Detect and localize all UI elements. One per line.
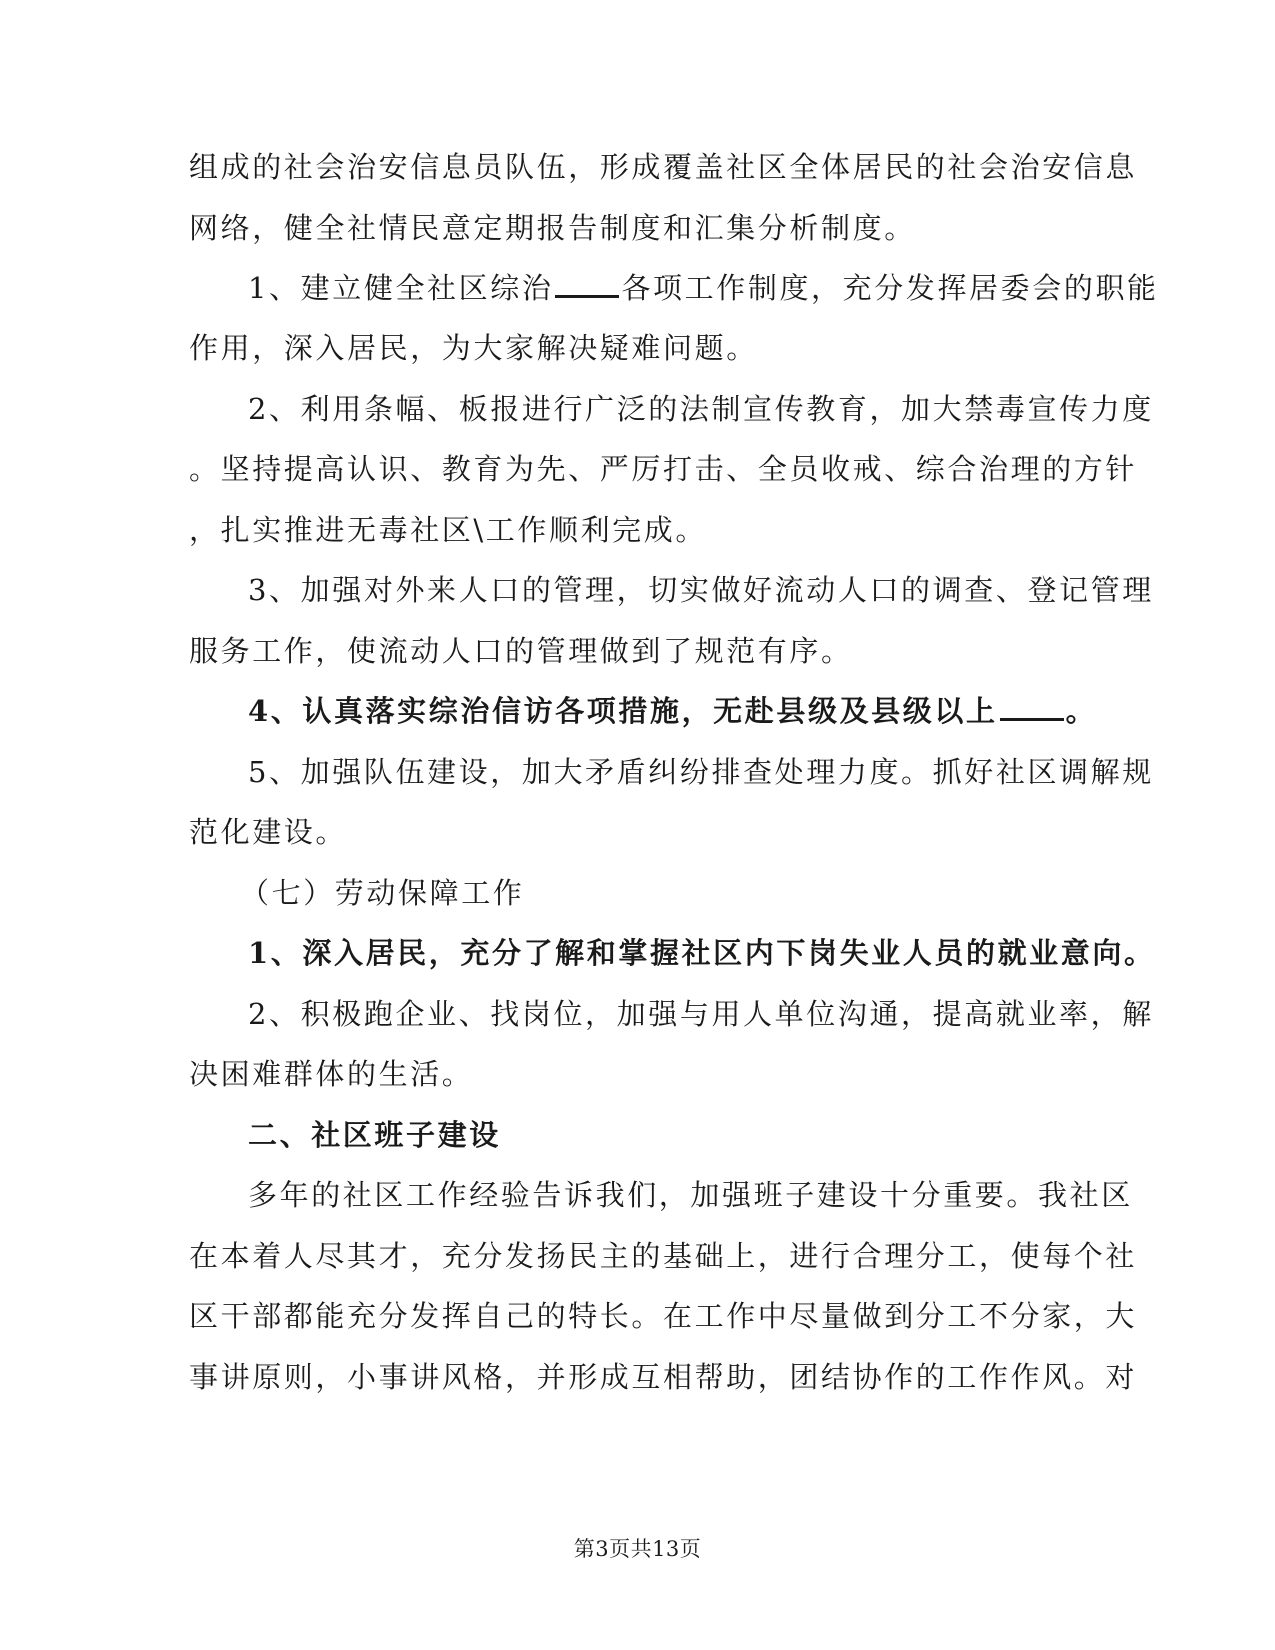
section-heading: 二、社区班子建设 [248,1118,501,1152]
list-item-3: 3、加强对外来人口的管理，切实做好流动人口的调查、登记管理 [248,573,1154,607]
paragraph-line: 决困难群体的生活。 [189,1057,474,1091]
paragraph-line: 事讲原则，小事讲风格，并形成互相帮助，团结协作的工作作风。对 [189,1360,1138,1394]
list-item-2: 2、利用条幅、板报进行广泛的法制宣传教育，加大禁毒宣传力度 [248,392,1154,426]
list-item-text: 。 [1065,694,1098,728]
fill-in-blank [1000,696,1064,721]
paragraph-line: ，扎实推进无毒社区\工作顺利完成。 [189,513,707,547]
paragraph-line: 范化建设。 [189,815,348,849]
list-item-text: 各项工作制度，充分发挥居委会的职能 [621,271,1159,305]
list-item-text: 1、建立健全社区综治 [248,271,554,305]
paragraph-line: 网络，健全社情民意定期报告制度和汇集分析制度。 [189,211,916,245]
paragraph-line: 区干部都能充分发挥自己的特长。在工作中尽量做到分工不分家，大 [189,1299,1138,1333]
paragraph-line: 。坚持提高认识、教育为先、严厉打击、全员收戒、综合治理的方针 [189,452,1138,486]
list-item-text: 4、认真落实综治信访各项措施，无赴县级及县级以上 [248,694,998,728]
paragraph-line: 服务工作，使流动人口的管理做到了规范有序。 [189,634,853,668]
paragraph-line: 组成的社会治安信息员队伍，形成覆盖社区全体居民的社会治安信息 [189,150,1138,184]
paragraph-line: 多年的社区工作经验告诉我们，加强班子建设十分重要。我社区 [248,1178,1133,1212]
list-item-4 [248,691,1097,731]
list-item-2: 2、积极跑企业、找岗位，加强与用人单位沟通，提高就业率，解 [248,997,1154,1031]
paragraph-line: 作用，深入居民，为大家解决疑难问题。 [189,331,758,365]
list-item-1 [248,268,1159,308]
list-item-1: 1、深入居民，充分了解和掌握社区内下岗失业人员的就业意向。 [248,936,1156,970]
section-heading: （七）劳动保障工作 [240,876,525,910]
list-item-5: 5、加强队伍建设，加大矛盾纠纷排查处理力度。抓好社区调解规 [248,755,1154,789]
fill-in-blank [555,273,619,298]
paragraph-line: 在本着人尽其才，充分发扬民主的基础上，进行合理分工，使每个社 [189,1239,1138,1273]
page-number-footer: 第3页共13页 [573,1537,702,1561]
